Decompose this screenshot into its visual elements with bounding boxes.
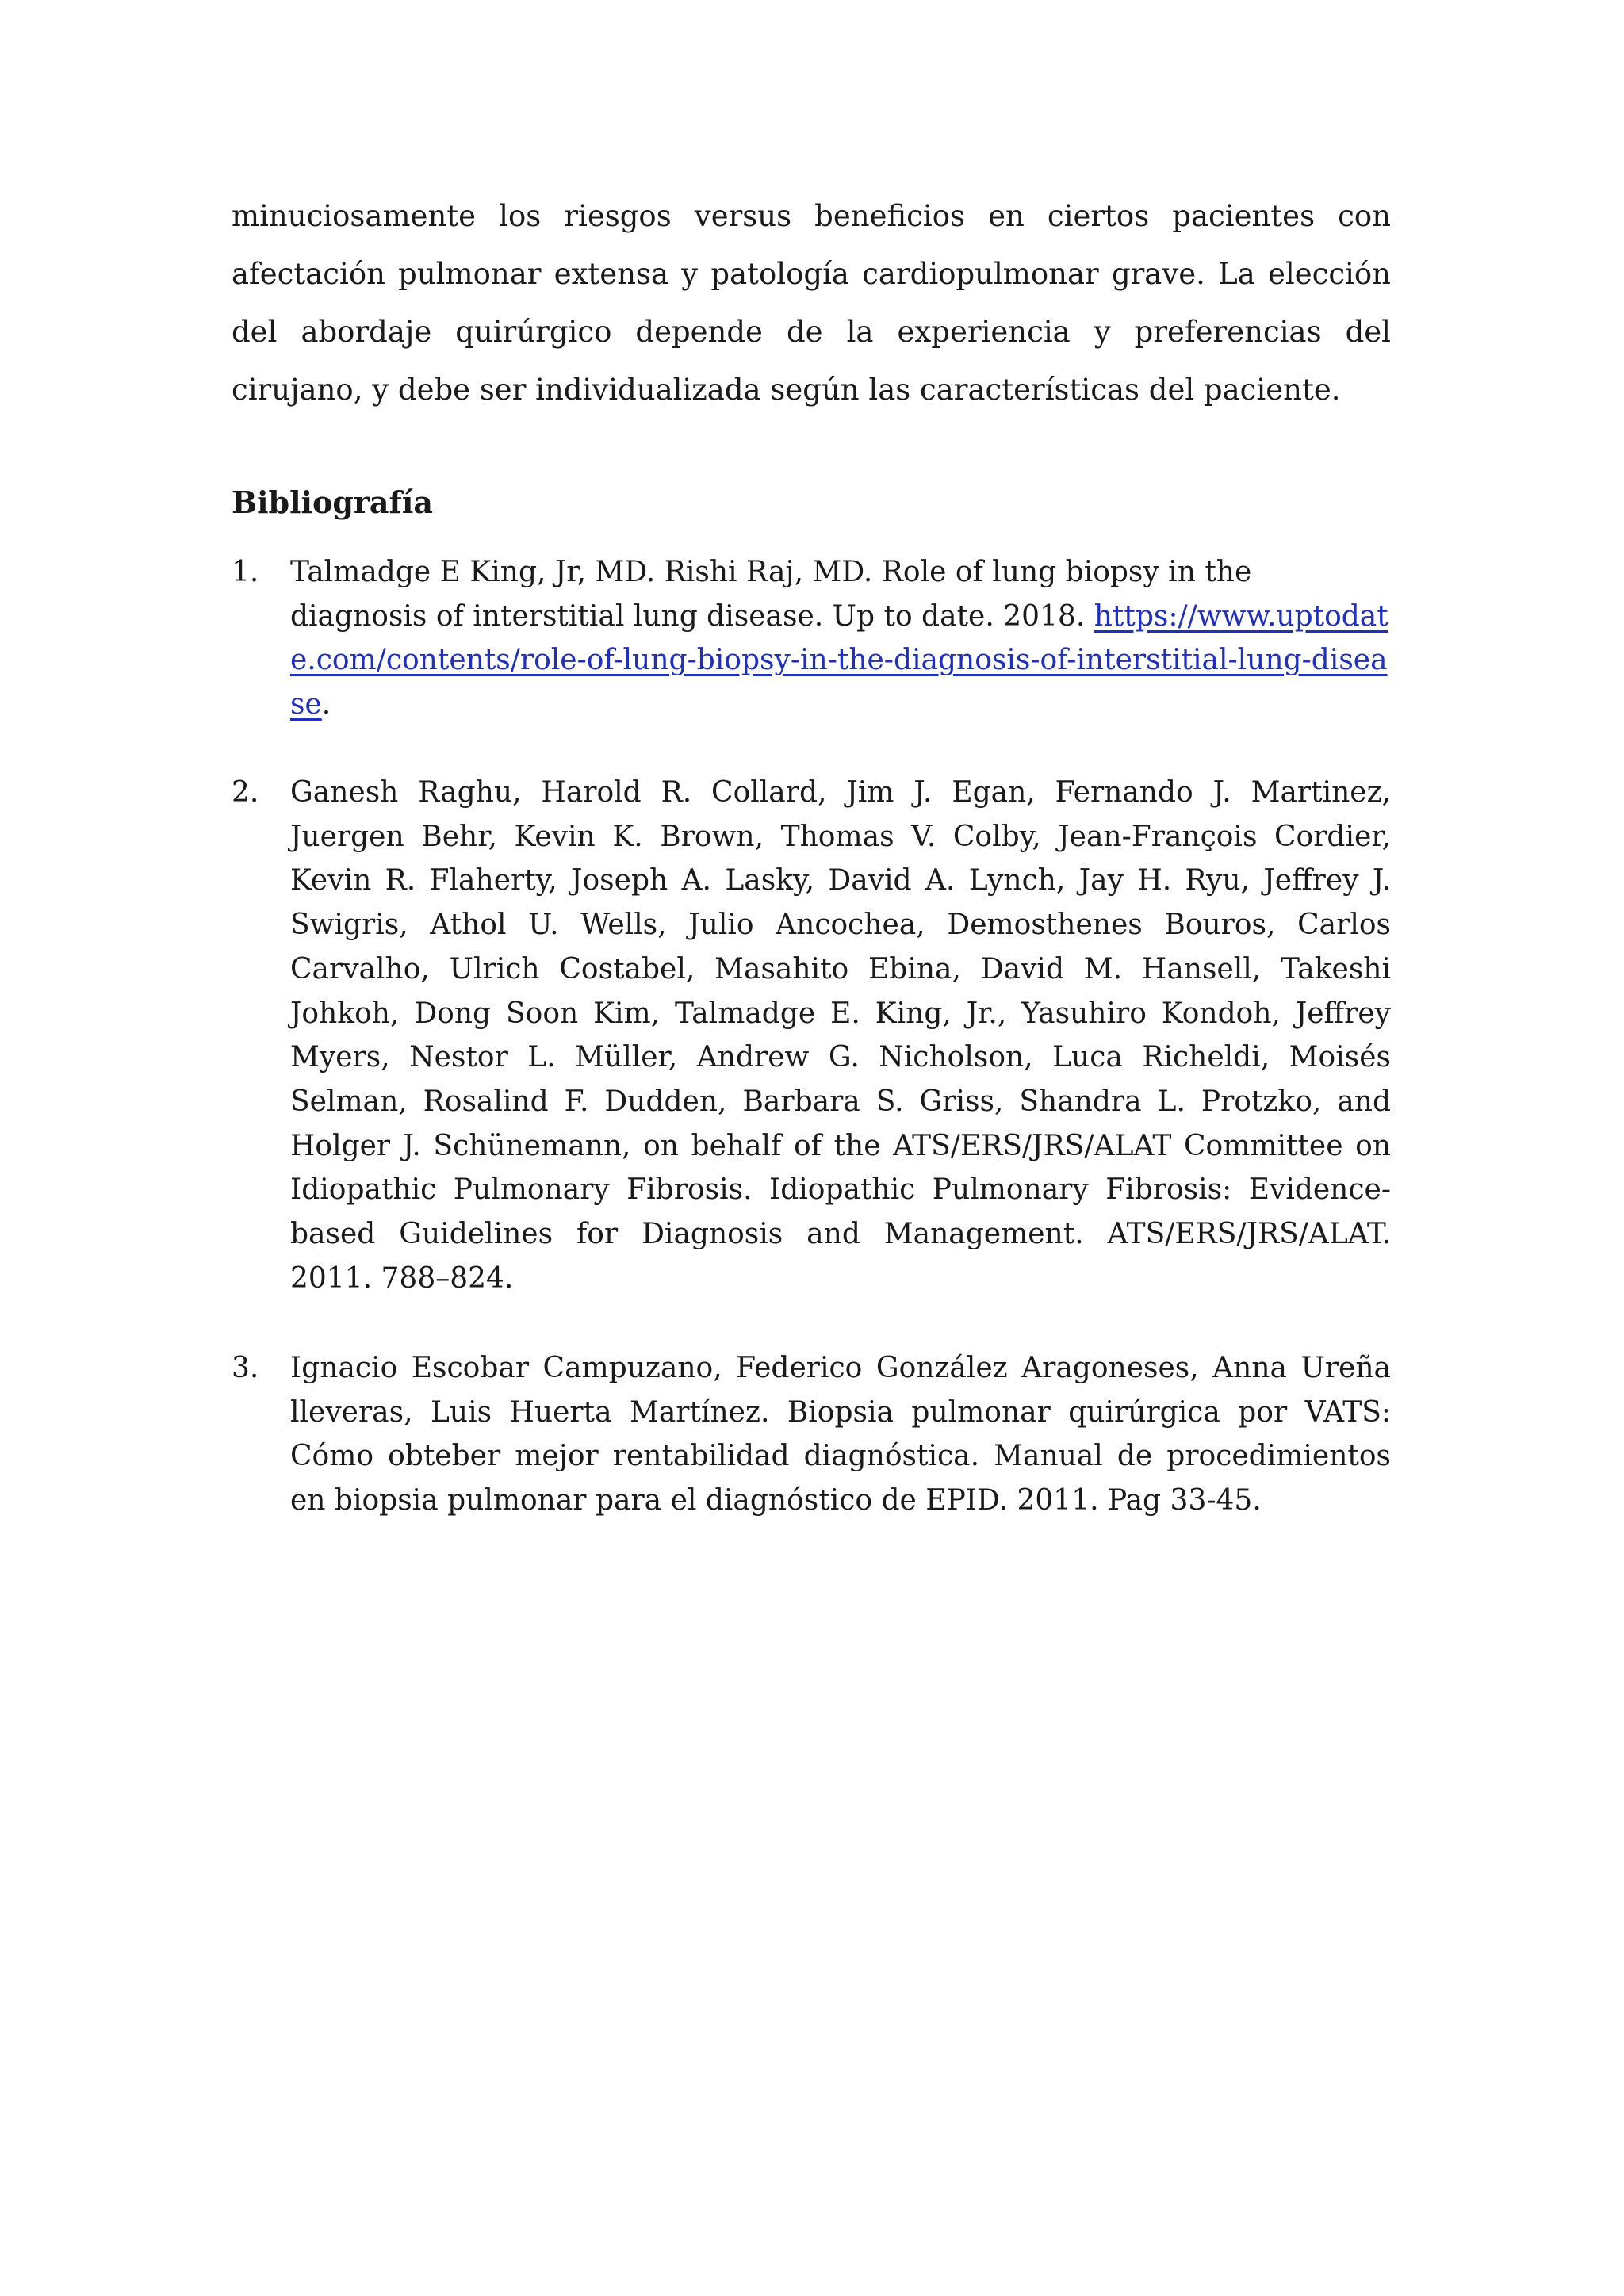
- reference-number: 1.: [232, 556, 259, 588]
- intro-paragraph: minuciosamente los riesgos versus beneficios en ciertos pacientes con afectación pulmonar extensa y patología cardiopulmonar grave. La elección del abordaje quirúrgico depende de la experiencia y preferencias del cirujano, y debe ser individualizada según las características del paciente.: [232, 199, 1391, 407]
- reference-text: Talmadge E King, Jr, MD. Rishi Raj, MD. Role of lung biopsy in the diagnosis of interstitial lung disease. Up to date. 2018.: [290, 556, 1252, 633]
- bibliography-heading: Bibliografía: [232, 484, 433, 520]
- reference-link[interactable]: https://www.uptodate.com/contents/role-of-lung-biopsy-in-the-diagnosis-of-interstitial-lung-disease: [290, 599, 1388, 721]
- reference-body: Ignacio Escobar Campuzano, Federico González Aragoneses, Anna Ureña lleveras, Luis Huerta Martínez. Biopsia pulmonar quirúrgica por VATS: Cómo obteber mejor rentabilidad diagnóstica. Manual de procedimientos en biopsia pulmonar para el diagnóstico de EPID. 2011. Pag 33-45.: [290, 1352, 1391, 1517]
- reference-link-suffix: .: [321, 688, 331, 721]
- reference-body: [290, 550, 1391, 727]
- reference-body: Ganesh Raghu, Harold R. Collard, Jim J. Egan, Fernando J. Martinez, Juergen Behr, Kevin K. Brown, Thomas V. Colby, Jean-François Cordier, Kevin R. Flaherty, Joseph A. Lasky, David A. Lynch, Jay H. Ryu, Jeffrey J. Swigris, Athol U. Wells, Julio Ancochea, Demosthenes Bouros, Carlos Carvalho, Ulrich Costabel, Masahito Ebina, David M. Hansell, Takeshi Johkoh, Dong Soon Kim, Talmadge E. King, Jr., Yasuhiro Kondoh, Jeffrey Myers, Nestor L. Müller, Andrew G. Nicholson, Luca Richeldi, Moisés Selman, Rosalind F. Dudden, Barbara S. Griss, Shandra L. Protzko, and Holger J. Schünemann, on behalf of the ATS/ERS/JRS/ALAT Committee on Idiopathic Pulmonary Fibrosis. Idiopathic Pulmonary Fibrosis: Evidence-based Guidelines for Diagnosis and Management. ATS/ERS/JRS/ALAT. 2011. 788–824.: [290, 776, 1391, 1295]
- reference-number: 3.: [232, 1352, 259, 1384]
- reference-number: 2.: [232, 776, 259, 809]
